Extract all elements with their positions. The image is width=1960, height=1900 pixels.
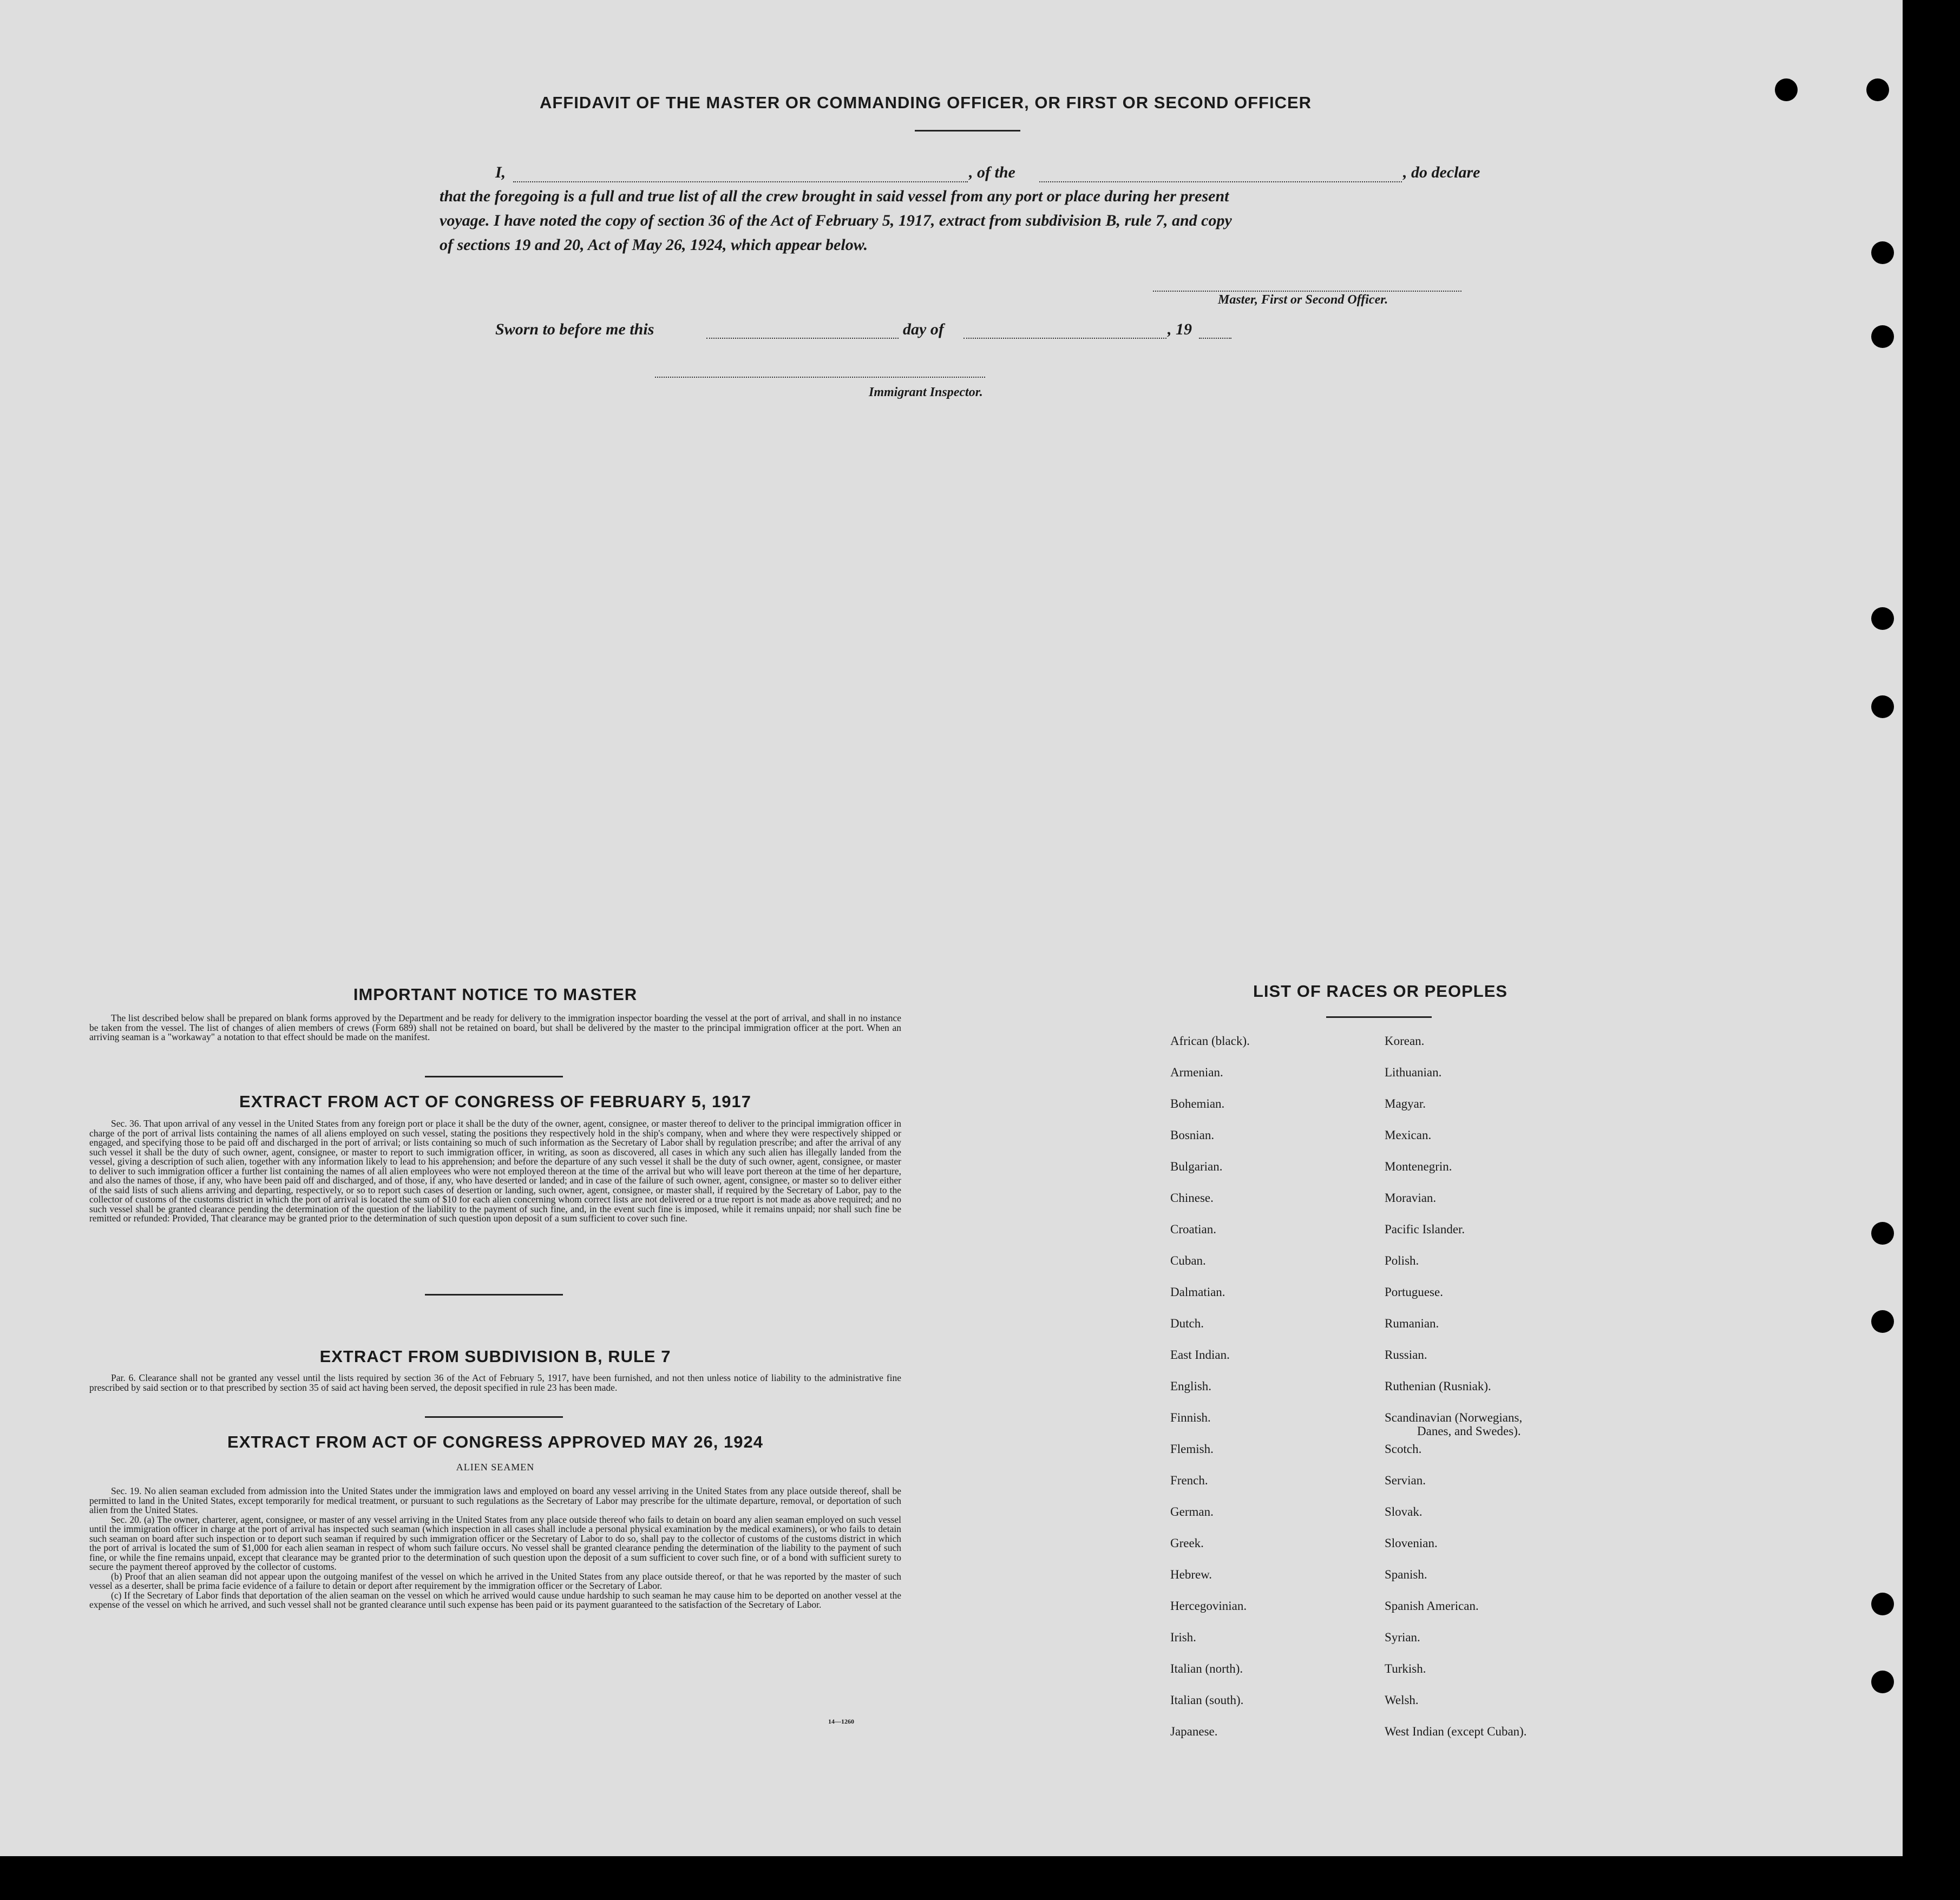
affidavit-i: I, [495,163,506,181]
race-item: Slovak. [1385,1505,1423,1518]
race-item-continuation: Danes, and Swedes). [1417,1424,1521,1438]
inspector-label: Immigrant Inspector. [869,385,983,399]
title-divider [915,130,1020,132]
race-item: Lithuanian. [1385,1066,1442,1079]
punch-hole [1871,241,1894,264]
race-item: French. [1170,1474,1208,1487]
notice-divider [425,1076,563,1077]
race-item: German. [1170,1505,1214,1518]
race-item: Scotch. [1385,1442,1422,1456]
extract-1924-text [89,1487,901,1610]
race-item: Portuguese. [1385,1285,1443,1299]
race-item: Armenian. [1170,1066,1223,1079]
race-item: Croatian. [1170,1222,1216,1236]
race-item: Scandinavian (Norwegians, [1385,1411,1523,1424]
rule-7-text: Par. 6. Clearance shall not be granted any vessel until the lists required by section 36 of the Act of February 5, 1917, have been furnished, and not then unless notice of liability to the administrative fine prescribed by said section or to that prescribed by section 35 of said act having been served, the deposit specified in rule 23 has been made. [89,1372,901,1393]
race-item: Spanish. [1385,1568,1427,1581]
race-item: Pacific Islander. [1385,1222,1465,1236]
race-item: Chinese. [1170,1191,1214,1205]
affidavit-line-2: that the foregoing is a full and true list of all the crew brought in said vessel from any port or place during her present [440,187,1229,205]
day-of-label: day of [903,320,944,338]
sec-20-c: (c) If the Secretary of Labor finds that deportation of the alien seaman on the vessel on which he arrived would cause undue hardship to such seaman he may cause him to be deported on another vessel at the expense of the vessel on which he arrived, and such vessel shall not be granted clearance until such expense has been paid or its payment guaranteed to the satisfaction of the Secretary of Labor. [89,1589,901,1610]
race-item: Spanish American. [1385,1599,1479,1613]
master-signature-label: Master, First or Second Officer. [1218,293,1388,307]
extract-1917-divider [425,1294,563,1296]
race-item: West Indian (except Cuban). [1385,1725,1527,1738]
race-item: Japanese. [1170,1725,1218,1738]
race-item: Rumanian. [1385,1317,1439,1330]
sworn-year-field[interactable] [1199,338,1231,339]
punch-hole [1871,607,1894,630]
race-item: Russian. [1385,1348,1427,1362]
punch-hole [1871,325,1894,348]
affidavit-line-4: of sections 19 and 20, Act of May 26, 1924, which appear below. [440,236,868,254]
alien-seamen-subtitle: ALIEN SEAMEN [456,1462,535,1472]
race-item: Bosnian. [1170,1128,1215,1142]
sworn-day-field[interactable] [706,338,899,339]
sworn-month-field[interactable] [963,338,1166,339]
extract-1917-title: EXTRACT FROM ACT OF CONGRESS OF FEBRUARY 5, 1917 [239,1092,751,1111]
race-item: Italian (south). [1170,1693,1244,1707]
race-item: Turkish. [1385,1662,1426,1675]
notice-text: The list described below shall be prepared on blank forms approved by the Department and be ready for delivery to the immigration inspector boarding the vessel at the port of arrival, and shall in no instance be taken from the vessel. The list of changes of alien members of crews (Form 689) shall not be retained on board, but shall be delivered by the master to the principal immigration officer at the port. When an arriving seaman is a "workaway" a notation to that effect should be made on the manifest. [89,1013,901,1042]
race-item: Moravian. [1385,1191,1437,1205]
race-item: Hebrew. [1170,1568,1212,1581]
punch-hole [1775,78,1798,101]
inspector-signature-field[interactable] [655,377,985,378]
affidavit-declare: , do declare [1403,163,1480,181]
race-item: African (black). [1170,1034,1250,1048]
race-item: Finnish. [1170,1411,1211,1424]
race-item: Irish. [1170,1631,1196,1644]
affidavit-of-the: , of the [969,163,1015,181]
form-number: 14—1260 [828,1718,854,1725]
sec-20-b: (b) Proof that an alien seaman did not appear upon the outgoing manifest of the vessel on which he arrived in the United States from any place outside thereof, or that he was reported by the master of such vessel as a deserter, shall be prima facie evidence of a failure to detain or deport after requirement by the immigration officer or the Secretary of Labor. [89,1570,901,1591]
master-signature-field[interactable] [1153,291,1461,292]
race-item: Polish. [1385,1254,1419,1267]
sworn-label: Sworn to before me this [495,320,654,338]
sec-20-a: Sec. 20. (a) The owner, charterer, agent, consignee, or master of any vessel arriving in the United States from any place outside thereof who fails to detain on board any alien seaman employed on such vessel until the immigration officer in charge at the port of arrival has inspected such seaman (which inspection in all cases shall include a personal physical examination by the medical examiners), or who fails to detain such seaman on board after such inspection or to deport such seaman if required by such immigration officer or the Secretary of Labor to do so, shall pay to the collector of customs of the customs district in which the port of arrival is located the sum of $1,000 for each alien seaman in respect of whom such failure occurs. No vessel shall be granted clearance pending the determination of the liability to the payment of such fine, or while the fine remains unpaid, except that clearance may be granted prior to the determination of such question upon the deposit of a sum sufficient to cover such fine, or of a bond with sufficient surety to secure the payment thereof approved by the collector of customs. [89,1514,901,1572]
race-item: Welsh. [1385,1693,1419,1707]
race-item: Dalmatian. [1170,1285,1225,1299]
race-item: Flemish. [1170,1442,1214,1456]
race-item: East Indian. [1170,1348,1230,1362]
punch-hole [1871,1310,1894,1333]
race-item: Bulgarian. [1170,1160,1223,1173]
race-item: Cuban. [1170,1254,1206,1267]
extract-1924-title: EXTRACT FROM ACT OF CONGRESS APPROVED MAY 26, 1924 [227,1432,763,1451]
affidavit-line-3: voyage. I have noted the copy of section 36 of the Act of February 5, 1917, extract from subdivision B, rule 7, and copy [440,212,1232,229]
races-divider [1326,1016,1432,1018]
punch-hole [1871,1222,1894,1245]
punch-hole [1871,1671,1894,1693]
race-item: Servian. [1385,1474,1426,1487]
race-item: Mexican. [1385,1128,1432,1142]
race-item: Magyar. [1385,1097,1426,1110]
notice-title: IMPORTANT NOTICE TO MASTER [353,985,638,1004]
punch-hole [1871,1593,1894,1615]
race-item: Bohemian. [1170,1097,1225,1110]
race-item: Dutch. [1170,1317,1204,1330]
race-item: Slovenian. [1385,1536,1438,1550]
race-item: Hercegovinian. [1170,1599,1247,1613]
race-item: Greek. [1170,1536,1204,1550]
rule-7-title: EXTRACT FROM SUBDIVISION B, RULE 7 [319,1347,671,1366]
races-title: LIST OF RACES OR PEOPLES [1253,982,1508,1001]
year-label: , 19 [1168,320,1192,338]
rule-7-divider [425,1416,563,1418]
punch-hole [1871,695,1894,718]
race-item: English. [1170,1379,1212,1393]
affidavit-title: AFFIDAVIT OF THE MASTER OR COMMANDING OFFICER, OR FIRST OR SECOND OFFICER [539,93,1312,112]
sec-19: Sec. 19. No alien seaman excluded from admission into the United States under the immigration laws and employed on board any vessel arriving in the United States from any place outside thereof, shall be permitted to land in the United States, except temporarily for medical treatment, or pursuant to such regulations as the Secretary of Labor may prescribe for the ultimate departure, removal, or deportation of such alien from the United States. [89,1485,901,1515]
declarant-name-field[interactable] [513,181,968,182]
race-item: Syrian. [1385,1631,1420,1644]
race-item: Italian (north). [1170,1662,1243,1675]
race-item: Montenegrin. [1385,1160,1452,1173]
punch-hole [1866,78,1889,101]
race-item: Ruthenian (Rusniak). [1385,1379,1491,1393]
extract-1917-text: Sec. 36. That upon arrival of any vessel in the United States from any foreign port or place it shall be the duty of the owner, agent, consignee, or master thereof to deliver to the principal immigration officer in charge of the port of arrival lists containing the names of all aliens employed on such vessel, stating the positions they respectively hold in the ship's company, when and where they were respectively shipped or engaged, and specifying those to be paid off and discharged in the port of arrival; or lists containing so much of such information as the Secretary of Labor shall by regulation prescribe; and after the arrival of any such vessel it shall be the duty of such owner, agent, consignee, or master to report to such immigration officer, in writing, as soon as discovered, all cases in which any such alien has illegally landed from the vessel, giving a description of such alien, together with any information likely to lead to his apprehension; and before the departure of any such vessel it shall be the duty of such owner, agent, consignee, or master to deliver to such immigration officer a further list containing the names of all alien employees who were not employed thereon at the time of the arrival but who will leave port thereon at the time of her departure, and also the names of those, if any, who have been paid off and discharged, and of those, if any, who have deserted or landed; and in case of the failure of such owner, agent, consignee, or master so to deliver either of the said lists of such aliens arriving and departing, respectively, or so to report such cases of desertion or landing, such owner, agent, consignee, or master shall, if required by the Secretary of Labor, pay to the collector of customs of the customs district in which the port of arrival is located the sum of $10 for each alien concerning whom correct lists are not delivered or a true report is not made as above required; and no such vessel shall be granted clearance pending the determination of the question of the liability to the payment of such fine, and, in the event such fine is imposed, while it remains unpaid; nor shall such fine be remitted or refunded: Provided, That clearance may be granted prior to the determination of such question upon deposit of a sum sufficient to cover such fine. [89,1118,901,1224]
race-item: Korean. [1385,1034,1425,1048]
vessel-name-field[interactable] [1039,181,1402,182]
